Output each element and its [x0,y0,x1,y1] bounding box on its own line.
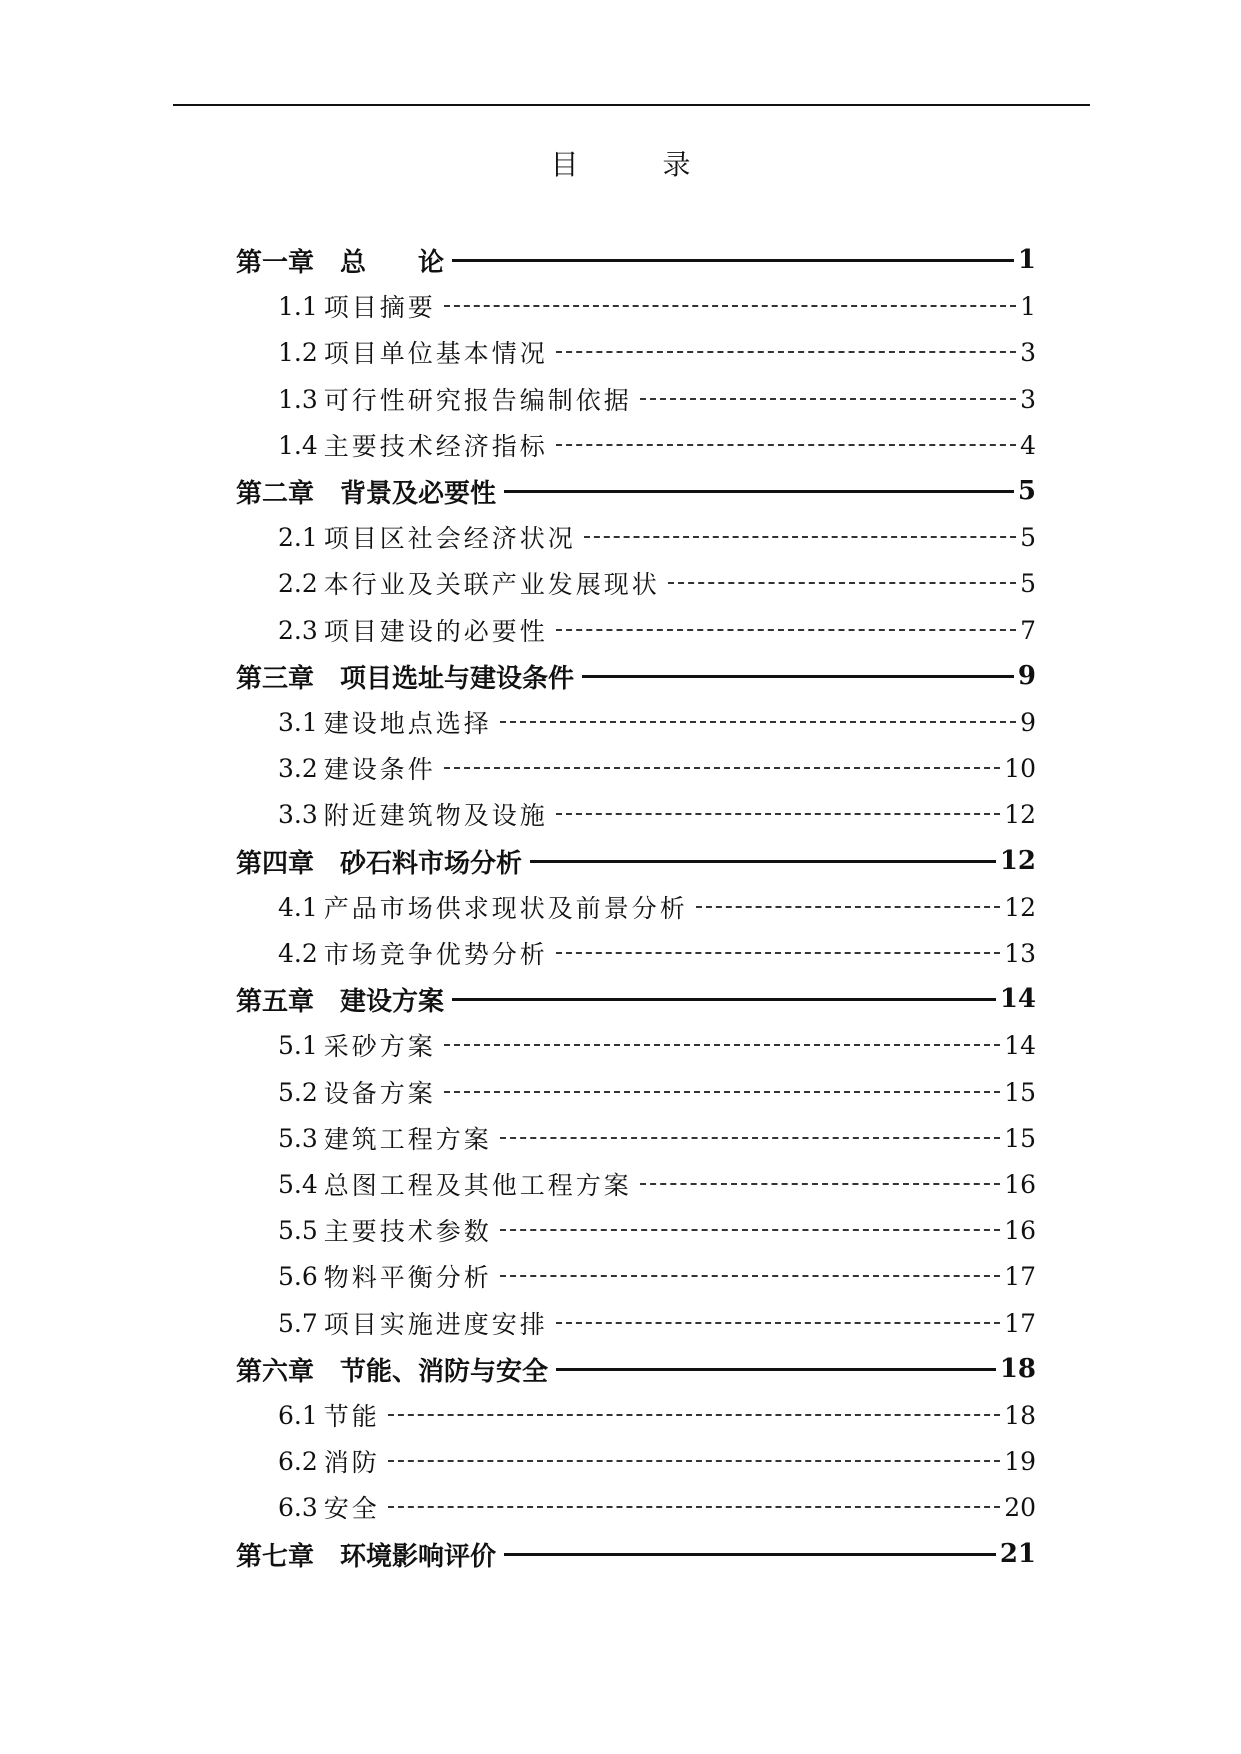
header-rule [173,104,1090,106]
toc-section-entry[interactable] [236,612,1036,648]
toc-page-number: 13 [1004,938,1036,968]
toc-page-number: 20 [1004,1492,1036,1522]
toc-entry-title: 市场竞争优势分析 [323,940,548,969]
toc-page-number: 21 [999,1539,1036,1569]
toc-section-entry[interactable] [236,565,1036,601]
toc-page-number: 3 [1020,337,1036,367]
toc-page-number: 9 [1017,661,1036,691]
toc-leader-line [504,490,1014,493]
page-title: 目 录 [550,148,719,181]
toc-leader-line [556,351,1016,353]
toc-page-number: 12 [999,846,1036,876]
toc-entry-title: 项目单位基本情况 [323,339,548,368]
toc-section-entry[interactable] [236,889,1036,925]
toc-section-entry[interactable] [236,427,1036,463]
toc-entry-title: 主要技术经济指标 [323,432,548,461]
toc-section-entry[interactable] [236,519,1036,555]
toc-leader-line [444,305,1016,307]
toc-entry-number: 2.1 [278,522,318,552]
toc-page-number: 4 [1020,430,1036,460]
toc-section-entry[interactable] [236,935,1036,971]
toc-section-entry[interactable] [236,1027,1036,1063]
toc-page-number: 1 [1020,291,1036,321]
toc-entry-title: 背景及必要性 [340,478,497,509]
toc-entry-number: 3.3 [278,799,318,829]
toc-section-entry[interactable] [236,381,1036,417]
toc-section-entry[interactable] [236,796,1036,832]
toc-entry-number: 1.1 [278,291,318,321]
toc-entry-number: 5.1 [278,1030,318,1060]
toc-page-number: 18 [1004,1400,1036,1430]
toc-entry-number: 5.3 [278,1123,318,1153]
toc-entry-title: 本行业及关联产业发展现状 [323,570,660,599]
toc-leader-line [556,629,1016,631]
toc-page-number: 15 [1004,1077,1036,1107]
toc-entry-number: 第一章 [236,247,315,278]
toc-entry-number: 5.4 [278,1169,318,1199]
toc-entry-number: 5.7 [278,1308,318,1338]
toc-entry-title: 物料平衡分析 [323,1263,492,1292]
toc-leader-line [530,860,996,863]
toc-leader-line [444,767,1000,769]
toc-page-number: 9 [1020,707,1036,737]
toc-chapter-entry[interactable] [236,843,1036,879]
toc-leader-line [582,675,1014,678]
toc-entry-number: 第七章 [236,1541,315,1572]
toc-entry-title: 主要技术参数 [323,1217,492,1246]
toc-leader-line [500,1275,1000,1277]
toc-entry-number: 2.3 [278,615,318,645]
toc-entry-number: 6.2 [278,1446,318,1476]
toc-leader-line [556,444,1016,446]
toc-entry-number: 第二章 [236,478,315,509]
toc-entry-title: 采砂方案 [323,1032,436,1061]
toc-leader-line [640,1183,1000,1185]
toc-page-number: 1 [1017,245,1036,275]
toc-entry-title: 项目摘要 [323,293,436,322]
toc-page-number: 7 [1020,615,1036,645]
toc-page-number: 16 [1004,1215,1036,1245]
toc-page-number: 18 [999,1354,1036,1384]
toc-entry-number: 1.2 [278,337,318,367]
toc-leader-line [696,906,1000,908]
toc-leader-line [556,1322,1000,1324]
toc-entry-title: 设备方案 [323,1079,436,1108]
toc-entry-title: 产品市场供求现状及前景分析 [323,894,688,923]
toc-page-number: 19 [1004,1446,1036,1476]
toc-entry-title: 节能 [323,1402,380,1431]
toc-entry-title: 项目建设的必要性 [323,617,548,646]
toc-entry-number: 第五章 [236,986,315,1017]
toc-leader-line [500,1137,1000,1139]
toc-entry-title: 节能、消防与安全 [340,1356,549,1387]
toc-entry-title: 建设条件 [323,755,436,784]
toc-section-entry[interactable] [236,750,1036,786]
toc-entry-title: 建设地点选择 [323,709,492,738]
toc-entry-title: 建设方案 [340,986,445,1017]
toc-chapter-entry[interactable] [236,473,1036,509]
toc-leader-line [584,536,1016,538]
toc-section-entry[interactable] [236,1212,1036,1248]
toc-entry-title: 砂石料市场分析 [340,848,523,879]
toc-entry-number: 5.6 [278,1261,318,1291]
toc-entry-title: 环境影响评价 [340,1541,497,1572]
toc-page-number: 3 [1020,384,1036,414]
toc-leader-line [556,1368,996,1371]
toc-chapter-entry[interactable] [236,658,1036,694]
toc-section-entry[interactable] [236,334,1036,370]
toc-chapter-entry[interactable] [236,1351,1036,1387]
toc-page-number: 17 [1004,1261,1036,1291]
toc-entry-number: 第六章 [236,1356,315,1387]
toc-leader-line [668,582,1016,584]
toc-section-entry[interactable] [236,1074,1036,1110]
toc-entry-number: 5.5 [278,1215,318,1245]
toc-page-number: 10 [1004,753,1036,783]
toc-entry-number: 1.4 [278,430,318,460]
toc-page-number: 15 [1004,1123,1036,1153]
toc-entry-number: 4.1 [278,892,318,922]
toc-leader-line [640,398,1016,400]
toc-entry-number: 3.1 [278,707,318,737]
toc-entry-title: 项目选址与建设条件 [340,663,575,694]
toc-section-entry[interactable] [236,1397,1036,1433]
toc-page-number: 5 [1020,522,1036,552]
toc-entry-title: 总 论 [340,247,445,278]
toc-section-entry[interactable] [236,1120,1036,1156]
toc-leader-line [500,721,1016,723]
toc-section-entry[interactable] [236,288,1036,324]
toc-chapter-entry[interactable] [236,981,1036,1017]
toc-page-number: 12 [1004,892,1036,922]
toc-entry-number: 1.3 [278,384,318,414]
toc-section-entry[interactable] [236,1443,1036,1479]
toc-entry-number: 4.2 [278,938,318,968]
toc-chapter-entry[interactable] [236,1536,1036,1572]
toc-page-number: 5 [1020,568,1036,598]
toc-section-entry[interactable] [236,1166,1036,1202]
toc-leader-line [556,813,1000,815]
toc-entry-title: 项目实施进度安排 [323,1310,548,1339]
toc-chapter-entry[interactable] [236,242,1036,278]
toc-leader-line [452,998,996,1001]
toc-entry-number: 第三章 [236,663,315,694]
toc-entry-number: 6.1 [278,1400,318,1430]
toc-section-entry[interactable] [236,1258,1036,1294]
toc-entry-number: 2.2 [278,568,318,598]
toc-entry-number: 6.3 [278,1492,318,1522]
toc-leader-line [452,259,1014,262]
toc-page-number: 12 [1004,799,1036,829]
toc-page-number: 5 [1017,476,1036,506]
toc-leader-line [388,1460,1000,1462]
toc-entry-title: 消防 [323,1448,380,1477]
toc-entry-number: 第四章 [236,848,315,879]
toc-entry-title: 可行性研究报告编制依据 [323,386,632,415]
toc-leader-line [388,1506,1000,1508]
toc-entry-title: 总图工程及其他工程方案 [323,1171,632,1200]
toc-section-entry[interactable] [236,1489,1036,1525]
toc-leader-line [500,1229,1000,1231]
toc-leader-line [504,1553,996,1556]
toc-page-number: 16 [1004,1169,1036,1199]
toc-entry-title: 附近建筑物及设施 [323,801,548,830]
toc-leader-line [556,952,1000,954]
toc-entry-title: 安全 [323,1494,380,1523]
toc-section-entry[interactable] [236,704,1036,740]
toc-page-number: 14 [999,984,1036,1014]
toc-leader-line [444,1044,1000,1046]
toc-entry-number: 5.2 [278,1077,318,1107]
toc-entry-number: 3.2 [278,753,318,783]
toc-page-number: 14 [1004,1030,1036,1060]
toc-entry-title: 建筑工程方案 [323,1125,492,1154]
toc-leader-line [388,1414,1000,1416]
toc-section-entry[interactable] [236,1305,1036,1341]
toc-leader-line [444,1091,1000,1093]
toc-page-number: 17 [1004,1308,1036,1338]
toc-entry-title: 项目区社会经济状况 [323,524,576,553]
